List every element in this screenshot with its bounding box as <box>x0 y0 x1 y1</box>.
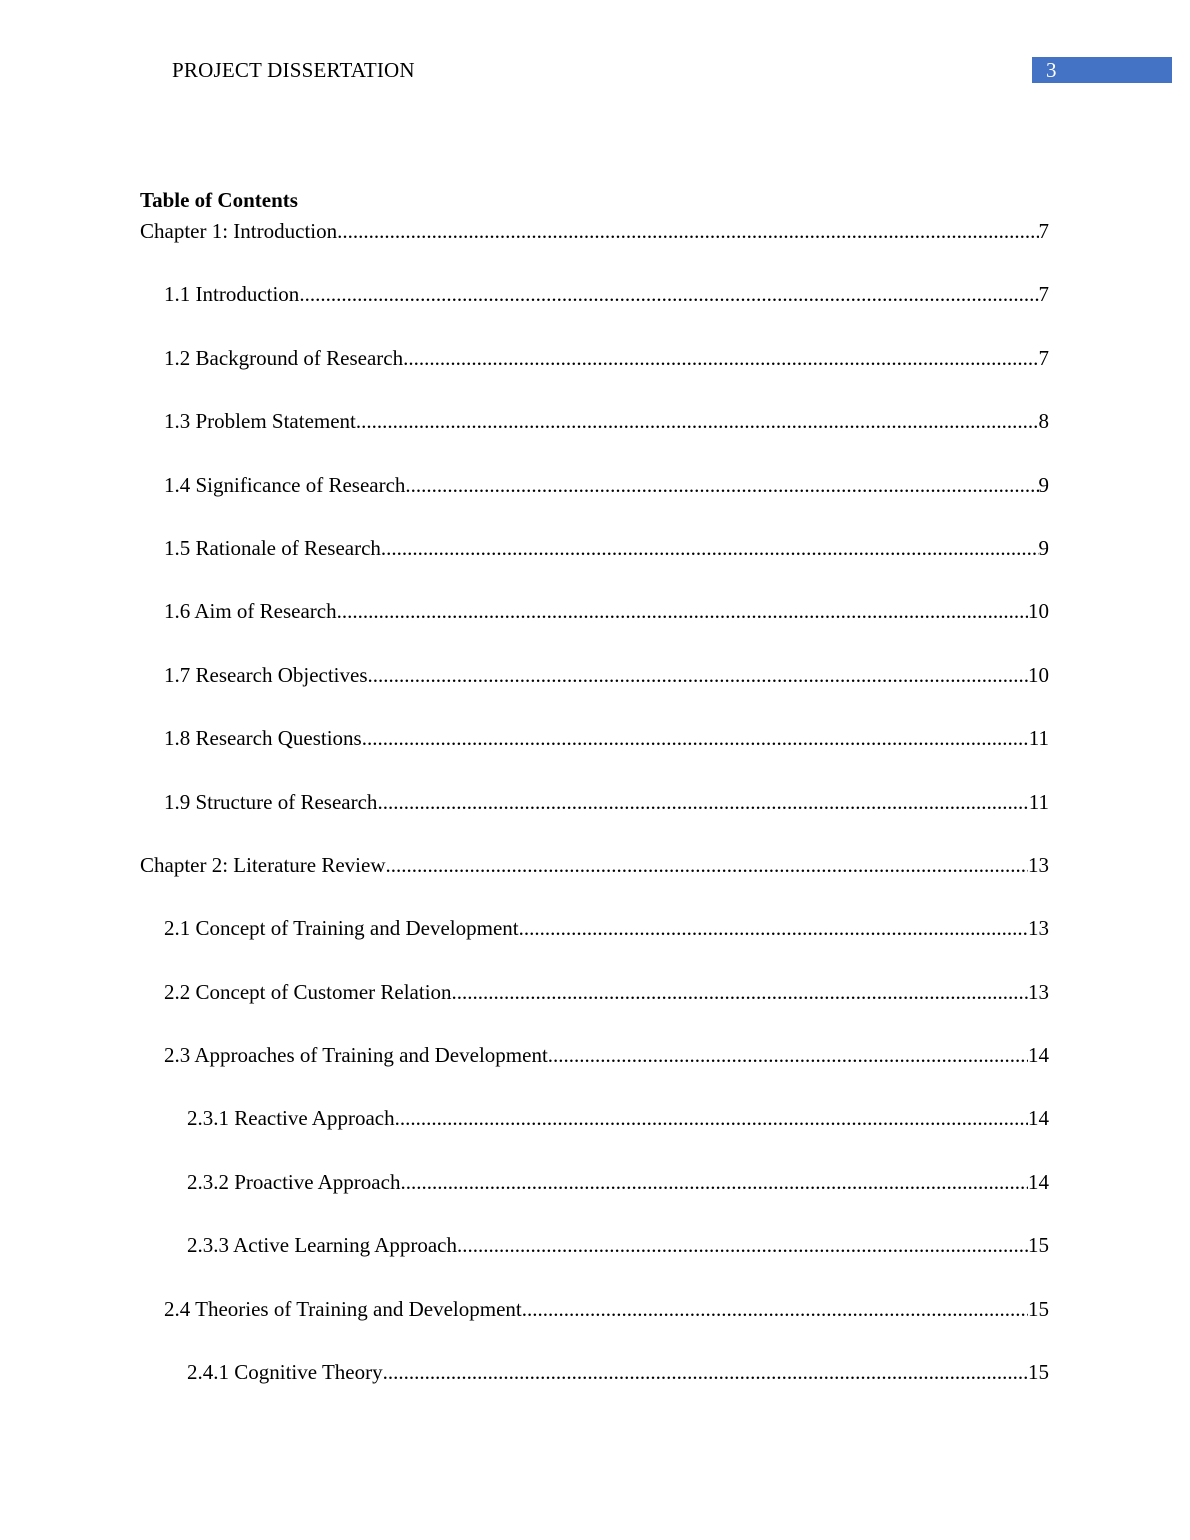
toc-dot-leader <box>548 1042 1028 1068</box>
toc-dot-leader <box>386 852 1029 878</box>
toc-entry-1-1[interactable] <box>140 281 1049 344</box>
toc-entry-2-3-2[interactable] <box>140 1169 1049 1232</box>
toc-entry-label: 2.3.3 Active Learning Approach <box>187 1233 458 1258</box>
toc-dot-leader <box>377 789 1028 815</box>
toc-entry-label: 1.6 Aim of Research <box>164 599 337 624</box>
toc-entry-page: 7 <box>1038 219 1049 243</box>
toc-entry-2-2[interactable] <box>140 979 1049 1042</box>
toc-dot-leader <box>522 1296 1028 1322</box>
toc-entry-label: 2.3.2 Proactive Approach <box>187 1169 401 1194</box>
toc-entry-page: 15 <box>1028 1233 1049 1258</box>
toc-entry-page: 9 <box>1038 535 1049 560</box>
toc-entry-chapter-2[interactable] <box>140 852 1049 915</box>
toc-entry-1-7[interactable] <box>140 662 1049 725</box>
toc-entry-2-1[interactable] <box>140 915 1049 978</box>
toc-entry-page: 11 <box>1028 726 1049 751</box>
toc-dot-leader <box>395 1105 1028 1131</box>
toc-entry-label: Chapter 1: Introduction <box>140 219 338 243</box>
page-number-badge <box>1032 57 1172 83</box>
toc-entry-1-8[interactable] <box>140 725 1049 788</box>
toc-entry-chapter-1[interactable] <box>140 218 1049 281</box>
toc-dot-leader <box>519 915 1028 941</box>
toc-entry-label: 2.4.1 Cognitive Theory <box>187 1360 383 1385</box>
page-number: 3 <box>1046 58 1057 82</box>
toc-dot-leader <box>457 1232 1028 1258</box>
toc-entry-page: 14 <box>1028 1169 1049 1194</box>
toc-entry-label: 1.4 Significance of Research <box>164 472 406 497</box>
toc-entry-label: 2.4 Theories of Training and Development <box>164 1296 522 1321</box>
toc-entry-page: 9 <box>1038 472 1049 497</box>
toc-entry-label: 1.3 Problem Statement <box>164 409 356 434</box>
toc-dot-leader <box>383 1359 1028 1385</box>
toc-dot-leader <box>381 535 1039 561</box>
toc-entry-2-4-1[interactable] <box>140 1359 1049 1422</box>
toc-entry-label: 2.3.1 Reactive Approach <box>187 1106 395 1131</box>
toc-entry-page: 13 <box>1028 916 1049 941</box>
toc-entry-label: 1.8 Research Questions <box>164 726 362 751</box>
toc-entry-page: 15 <box>1028 1360 1049 1385</box>
toc-dot-leader <box>400 1169 1028 1195</box>
toc-entry-2-3-3[interactable] <box>140 1232 1049 1295</box>
toc-entry-page: 14 <box>1028 1106 1049 1131</box>
toc-entry-1-2[interactable] <box>140 345 1049 408</box>
toc-entry-page: 14 <box>1028 1043 1049 1068</box>
toc-entry-1-4[interactable] <box>140 472 1049 535</box>
toc-entry-label: 1.5 Rationale of Research <box>164 535 381 560</box>
toc-dot-leader <box>452 979 1028 1005</box>
toc-entry-page: 13 <box>1028 852 1049 877</box>
toc-entry-page: 10 <box>1028 662 1049 687</box>
toc-entry-label: 2.1 Concept of Training and Development <box>164 916 519 941</box>
toc-entry-1-9[interactable] <box>140 789 1049 852</box>
toc-entry-1-6[interactable] <box>140 598 1049 661</box>
toc-entry-1-3[interactable] <box>140 408 1049 471</box>
toc-entry-page: 11 <box>1028 789 1049 814</box>
toc-dot-leader <box>337 218 1038 244</box>
toc-entry-label: 1.9 Structure of Research <box>164 789 378 814</box>
table-of-contents <box>140 218 1049 1422</box>
toc-dot-leader <box>356 408 1039 434</box>
toc-entry-label: 1.2 Background of Research <box>164 345 404 370</box>
running-header-title: PROJECT DISSERTATION <box>172 58 415 82</box>
toc-entry-label: 1.7 Research Objectives <box>164 662 368 687</box>
toc-entry-label: 1.1 Introduction <box>164 282 300 307</box>
toc-dot-leader <box>405 472 1038 498</box>
toc-dot-leader <box>403 345 1038 371</box>
toc-entry-page: 10 <box>1028 599 1049 624</box>
toc-entry-page: 15 <box>1028 1296 1049 1321</box>
toc-dot-leader <box>362 725 1029 751</box>
toc-entry-label: Chapter 2: Literature Review <box>140 852 386 877</box>
toc-dot-leader <box>337 598 1028 624</box>
toc-entry-page: 13 <box>1028 979 1049 1004</box>
toc-entry-2-4[interactable] <box>140 1296 1049 1359</box>
toc-entry-1-5[interactable] <box>140 535 1049 598</box>
toc-entry-page: 7 <box>1038 282 1049 307</box>
toc-entry-label: 2.3 Approaches of Training and Development <box>164 1043 548 1068</box>
toc-entry-2-3-1[interactable] <box>140 1105 1049 1168</box>
toc-heading: Table of Contents <box>140 188 298 212</box>
toc-entry-page: 8 <box>1038 409 1049 434</box>
toc-entry-page: 7 <box>1038 345 1049 370</box>
toc-entry-label: 2.2 Concept of Customer Relation <box>164 979 452 1004</box>
toc-entry-2-3[interactable] <box>140 1042 1049 1105</box>
toc-dot-leader <box>368 662 1028 688</box>
toc-dot-leader <box>299 281 1038 307</box>
